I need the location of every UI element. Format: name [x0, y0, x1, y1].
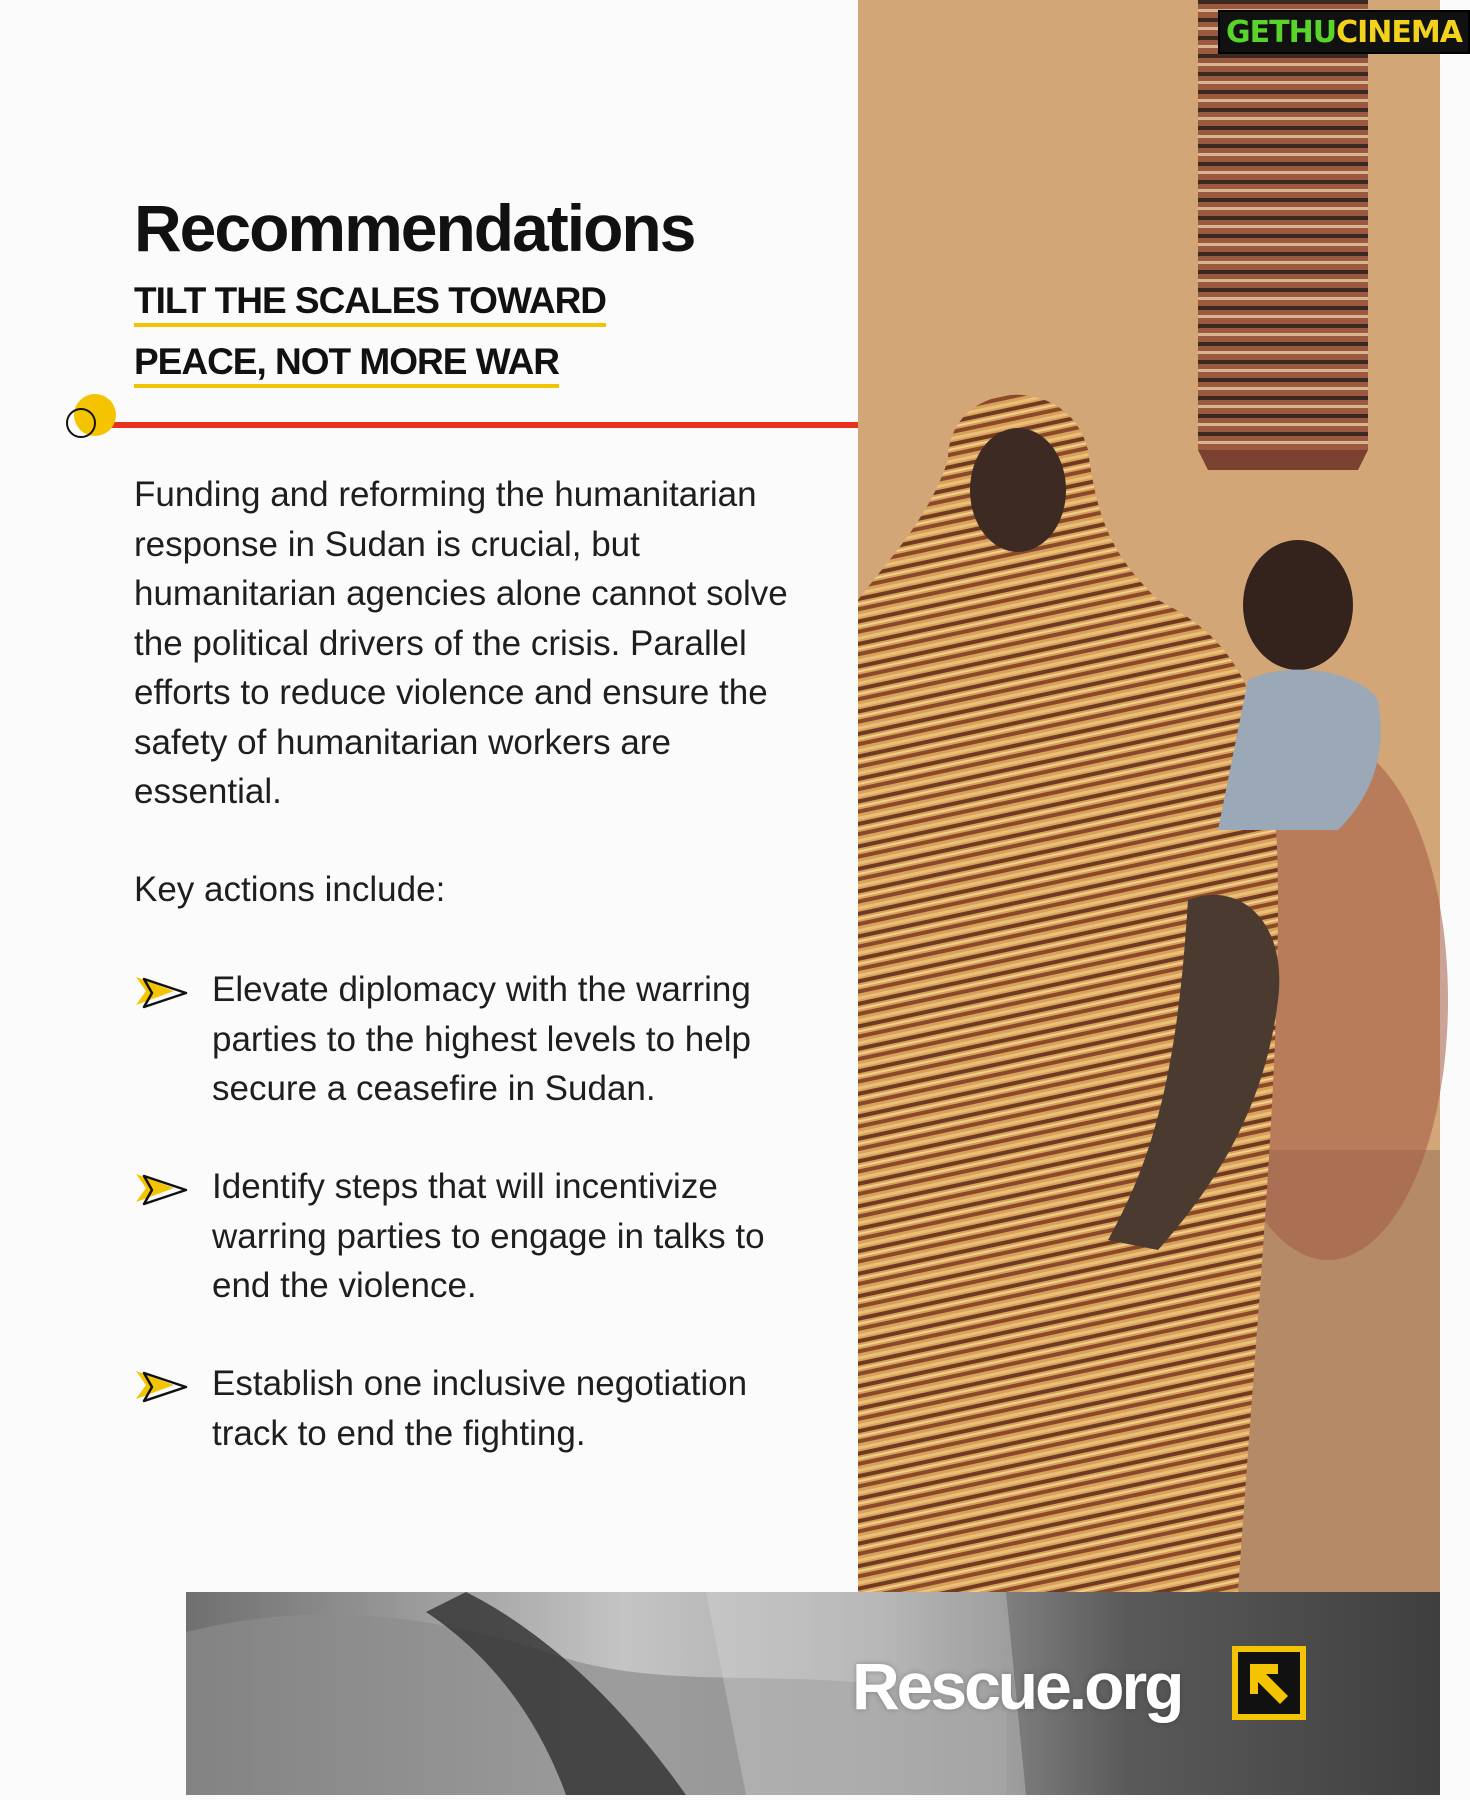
- action-item: [134, 1359, 814, 1458]
- action-item: [134, 1162, 814, 1311]
- subtitle-line-1: TILT THE SCALES TOWARD: [134, 282, 606, 327]
- intro-paragraph: Funding and reforming the humanitarian response in Sudan is crucial, but humanitarian agencies alone cannot solve the political drivers of the crisis. Parallel efforts to reduce violence and ensure the safety of humanitarian workers are essential.: [134, 475, 788, 811]
- mother-child-photo-illustration: [858, 0, 1440, 1592]
- arrow-pointer-icon: [134, 973, 190, 1009]
- action-text: Identify steps that will incentivize warring parties to engage in talks to end the violence.: [212, 1167, 765, 1305]
- action-item: [134, 965, 814, 1114]
- action-text: Elevate diplomacy with the warring parties to the highest levels to help secure a ceasefire in Sudan.: [212, 970, 751, 1108]
- subtitle-line-2: PEACE, NOT MORE WAR: [134, 343, 559, 388]
- hero-photo: [858, 0, 1440, 1592]
- brand-text[interactable]: Rescue.org: [852, 1649, 1182, 1723]
- watermark-part-1: GETHU: [1226, 14, 1337, 50]
- irc-logo-icon[interactable]: [1232, 1646, 1306, 1720]
- key-actions-label: Key actions include:: [134, 870, 446, 909]
- section-divider: [96, 422, 858, 428]
- arrow-pointer-icon: [134, 1170, 190, 1206]
- action-text: Establish one inclusive negotiation track to end the fighting.: [212, 1364, 748, 1453]
- subtitle: [134, 282, 606, 404]
- divider-ring-icon: [66, 408, 96, 438]
- arrow-pointer-icon: [134, 1367, 190, 1403]
- watermark: [1218, 10, 1470, 54]
- page-title: Recommendations: [134, 191, 695, 265]
- watermark-part-2: CINEMA: [1336, 14, 1462, 50]
